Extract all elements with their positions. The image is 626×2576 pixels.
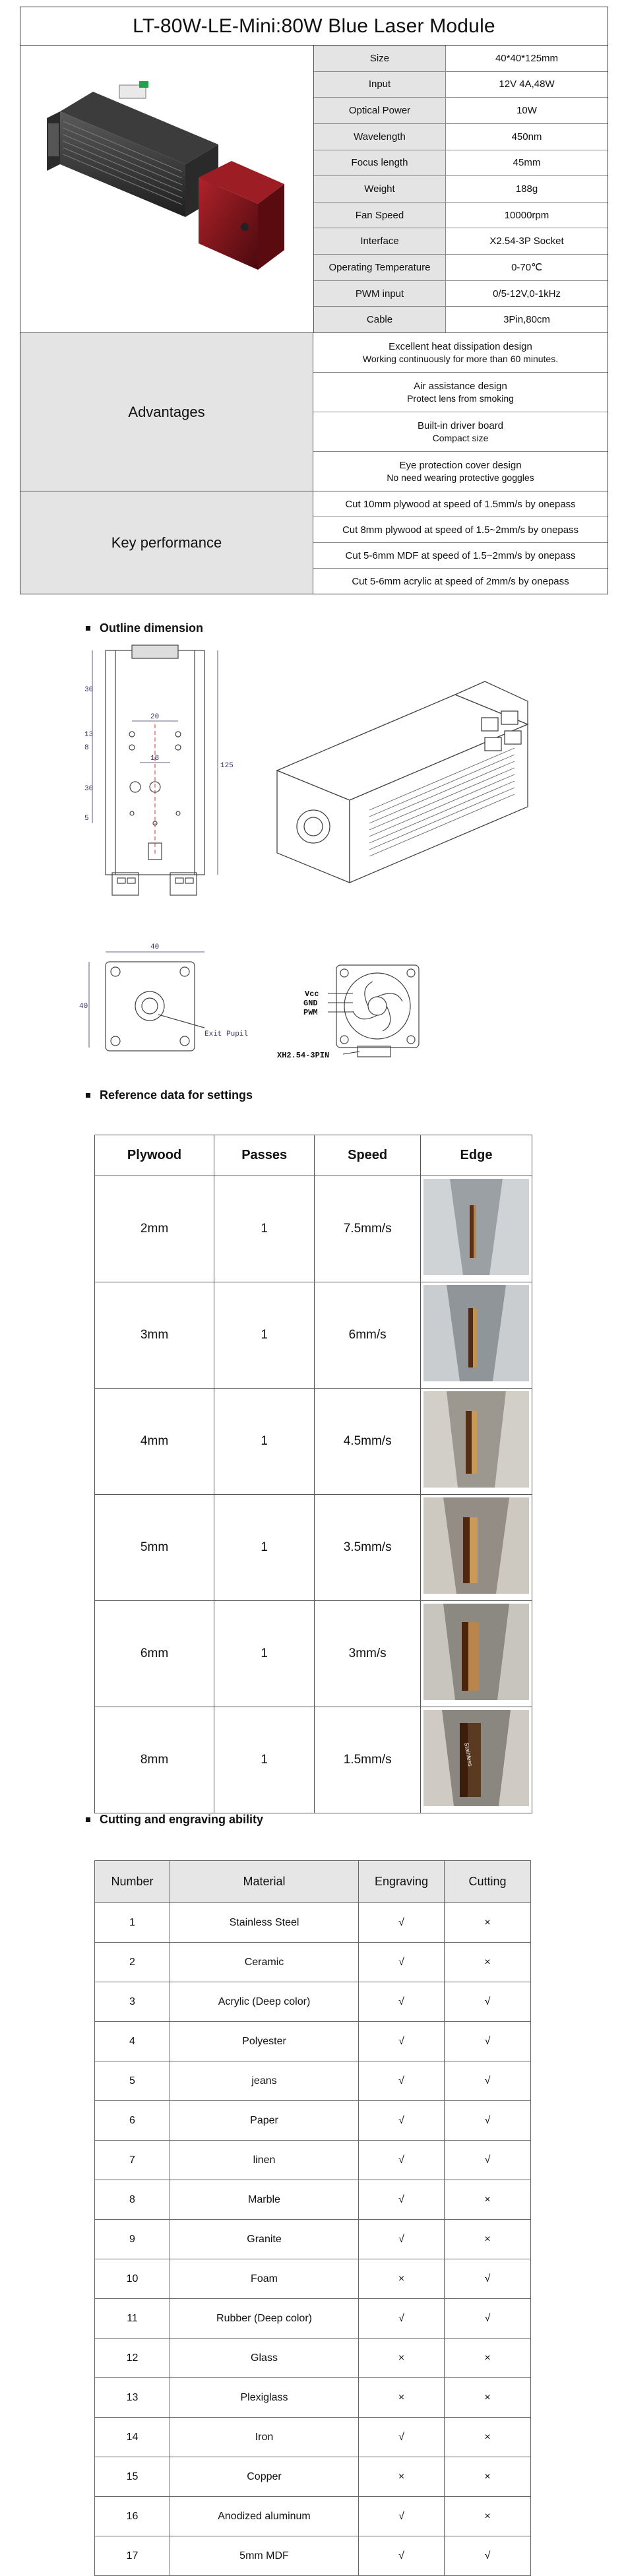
spec-value: 10000rpm [446,203,608,228]
spec-value: 0-70℃ [446,255,608,280]
table-row [95,1495,532,1601]
passes-cell: 1 [214,1601,315,1707]
passes-cell: 1 [214,1495,315,1601]
exit-pupil-label: Exit Pupil [204,1030,249,1038]
settings-col-header: Plywood [95,1135,214,1176]
material-cell: Copper [170,2457,359,2497]
engraving-cell: √ [359,1903,445,1943]
cutting-cell: × [445,2497,531,2536]
material-cell: Polyester [170,2022,359,2061]
material-cell: Acrylic (Deep color) [170,1982,359,2022]
advantage-desc: Compact size [432,433,489,443]
performance-item: Cut 8mm plywood at speed of 1.5~2mm/s by onepass [313,517,608,543]
edge-photo [423,1285,529,1381]
spec-value: 40*40*125mm [446,46,608,71]
material-cell: Stainless Steel [170,1903,359,1943]
bullet-icon [86,1093,90,1098]
spec-key: Operating Temperature [314,255,446,280]
ability-table [94,1860,531,2576]
number-cell: 9 [95,2220,170,2259]
table-row [95,2141,531,2180]
edge-photo-cell [421,1389,532,1495]
cutting-cell: × [445,1903,531,1943]
engraving-cell: √ [359,2418,445,2457]
spec-value: 12V 4A,48W [446,72,608,98]
advantage-title: Air assistance design [414,381,507,392]
table-row [95,2339,531,2378]
spec-value: 3Pin,80cm [446,307,608,332]
number-cell: 7 [95,2141,170,2180]
speed-cell: 7.5mm/s [315,1176,421,1282]
engraving-cell: × [359,2457,445,2497]
number-cell: 8 [95,2180,170,2220]
table-row [95,2101,531,2141]
spec-value: 45mm [446,150,608,176]
number-cell: 11 [95,2299,170,2339]
edge-photo-cell [421,1176,532,1282]
outline-dimension-drawing [0,632,626,1074]
table-row [95,2418,531,2457]
material-cell: Rubber (Deep color) [170,2299,359,2339]
settings-col-header: Passes [214,1135,315,1176]
table-row [95,1982,531,2022]
edge-photo-cell [421,1495,532,1601]
spec-key: Weight [314,176,446,202]
material-cell: 5mm MDF [170,2536,359,2576]
cutting-cell: √ [445,2022,531,2061]
engraving-cell: √ [359,2101,445,2141]
spec-key: Fan Speed [314,203,446,228]
plywood-cell: 5mm [95,1495,214,1601]
laser-module-illustration [20,46,314,333]
table-row [95,2378,531,2418]
dim-40-top: 40 [150,943,160,951]
spec-row [314,176,608,203]
number-cell: 5 [95,2061,170,2101]
cutting-cell: √ [445,2101,531,2141]
settings-col-header: Speed [315,1135,421,1176]
spec-row [314,228,608,255]
pin-pwm-label: PWM [303,1008,318,1017]
speed-cell: 3.5mm/s [315,1495,421,1601]
edge-photo [423,1604,529,1700]
advantage-desc: Working continuously for more than 60 minutes. [362,354,559,364]
spec-key: Optical Power [314,98,446,123]
material-cell: Granite [170,2220,359,2259]
cutting-cell: × [445,2457,531,2497]
bullet-icon [86,1817,90,1822]
speed-cell: 1.5mm/s [315,1707,421,1813]
number-cell: 6 [95,2101,170,2141]
material-cell: Plexiglass [170,2378,359,2418]
spec-row [314,150,608,177]
page-title: LT-80W-LE-Mini:80W Blue Laser Module [20,7,608,45]
passes-cell: 1 [214,1389,315,1495]
ability-header-row [95,1861,531,1903]
engraving-cell: √ [359,1982,445,2022]
performance-item: Cut 5-6mm acrylic at speed of 2mm/s by onepass [352,575,569,587]
spec-sheet [20,45,608,594]
table-row [95,2022,531,2061]
spec-row [314,203,608,229]
pin-vcc-label: Vcc [305,990,319,999]
cutting-cell: √ [445,2259,531,2299]
table-row [95,1943,531,1982]
spec-row [314,255,608,281]
number-cell: 15 [95,2457,170,2497]
material-cell: Foam [170,2259,359,2299]
plywood-cell: 3mm [95,1282,214,1389]
engraving-cell: √ [359,2022,445,2061]
spec-row [314,46,608,72]
passes-cell: 1 [214,1282,315,1389]
settings-col-header: Edge [421,1135,532,1176]
dim-125: 125 [220,762,234,770]
speed-cell: 4.5mm/s [315,1389,421,1495]
spec-key: PWM input [314,281,446,307]
engraving-cell: √ [359,2180,445,2220]
dim-8: 8 [84,744,89,752]
spec-value: 10W [446,98,608,123]
cutting-cell: × [445,2339,531,2378]
advantage-title: Built-in driver board [417,420,504,431]
material-cell: jeans [170,2061,359,2101]
performance-list [313,491,608,594]
advantage-item [313,452,608,491]
connector-label: XH2.54-3PIN [277,1051,330,1060]
number-cell: 2 [95,1943,170,1982]
table-row [95,2536,531,2576]
speed-cell: 3mm/s [315,1601,421,1707]
spec-value: 0/5-12V,0-1kHz [446,281,608,307]
table-row [95,2457,531,2497]
advantages-list [313,333,608,491]
edge-photo [423,1391,529,1488]
dim-30-top: 30 [84,686,94,694]
advantage-title: Excellent heat dissipation design [389,341,532,352]
cutting-cell: √ [445,2536,531,2576]
number-cell: 14 [95,2418,170,2457]
table-row [95,2259,531,2299]
number-cell: 12 [95,2339,170,2378]
spec-key: Wavelength [314,124,446,150]
settings-header-row [95,1135,532,1176]
advantages-label: Advantages [20,333,313,491]
ability-col-header: Number [95,1861,170,1903]
spec-row [314,98,608,124]
speed-cell: 6mm/s [315,1282,421,1389]
cutting-cell: × [445,2220,531,2259]
outline-drawings [0,632,626,1074]
table-row [95,1903,531,1943]
edge-photo [423,1497,529,1594]
bullet-icon [86,626,90,631]
dim-18: 18 [150,755,160,763]
edge-photo [423,1710,529,1806]
engraving-cell: √ [359,2536,445,2576]
settings-heading-text: Reference data for settings [100,1088,253,1102]
table-row [95,2180,531,2220]
table-row [95,1282,532,1389]
ability-col-header: Cutting [445,1861,531,1903]
spec-row [314,307,608,332]
advantage-desc: No need wearing protective goggles [387,472,534,483]
ability-col-header: Engraving [359,1861,445,1903]
cutting-cell: × [445,2418,531,2457]
performance-item: Cut 10mm plywood at speed of 1.5mm/s by onepass [313,491,608,517]
spec-table [314,46,608,332]
table-row [95,1707,532,1813]
engraving-cell: × [359,2378,445,2418]
engraving-cell: √ [359,2497,445,2536]
plywood-cell: 4mm [95,1389,214,1495]
dim-5: 5 [84,815,89,823]
ability-heading-text: Cutting and engraving ability [100,1813,264,1826]
plywood-cell: 8mm [95,1707,214,1813]
number-cell: 1 [95,1903,170,1943]
spec-key: Input [314,72,446,98]
edge-photo-cell [421,1282,532,1389]
number-cell: 10 [95,2259,170,2299]
material-cell: linen [170,2141,359,2180]
cutting-cell: √ [445,2141,531,2180]
settings-table [94,1135,532,1813]
ability-heading [86,1813,263,1827]
table-row [95,1601,532,1707]
engraving-cell: √ [359,1943,445,1982]
performance-item: Cut 5-6mm MDF at speed of 1.5~2mm/s by onepass [313,543,608,569]
spec-value: X2.54-3P Socket [446,228,608,254]
advantage-title: Eye protection cover design [399,460,522,471]
spec-key: Cable [314,307,446,332]
material-cell: Ceramic [170,1943,359,1982]
outline-heading-text: Outline dimension [100,621,204,635]
number-cell: 17 [95,2536,170,2576]
table-row [95,1176,532,1282]
laser-module-photo [20,46,314,332]
performance-section [20,491,608,594]
advantage-desc: Protect lens from smoking [407,393,514,404]
material-cell: Paper [170,2101,359,2141]
edge-photo-cell [421,1707,532,1813]
engraving-cell: √ [359,2299,445,2339]
dim-40-side: 40 [79,1003,88,1011]
dim-30-mid: 30 [84,785,94,793]
cutting-cell: √ [445,2299,531,2339]
engraving-cell: × [359,2259,445,2299]
engraving-cell: √ [359,2220,445,2259]
stainless-label: Stainless [463,1742,474,1767]
cutting-cell: √ [445,2061,531,2101]
spec-value: 188g [446,176,608,202]
cutting-cell: × [445,2180,531,2220]
spec-key: Focus length [314,150,446,176]
passes-cell: 1 [214,1176,315,1282]
advantage-item [313,333,608,373]
engraving-cell: × [359,2339,445,2378]
plywood-cell: 6mm [95,1601,214,1707]
pin-gnd-label: GND [303,999,318,1008]
cutting-cell: × [445,2378,531,2418]
number-cell: 3 [95,1982,170,2022]
ability-col-header: Material [170,1861,359,1903]
number-cell: 16 [95,2497,170,2536]
material-cell: Marble [170,2180,359,2220]
number-cell: 4 [95,2022,170,2061]
spec-top [20,46,608,333]
cutting-cell: × [445,1943,531,1982]
plywood-cell: 2mm [95,1176,214,1282]
material-cell: Iron [170,2418,359,2457]
advantage-item [313,373,608,412]
advantage-item [313,412,608,452]
material-cell: Glass [170,2339,359,2378]
table-row [95,1389,532,1495]
spec-row [314,124,608,150]
dim-13: 13 [84,731,94,739]
performance-label: Key performance [20,491,313,594]
passes-cell: 1 [214,1707,315,1813]
spec-row [314,281,608,307]
material-cell: Anodized aluminum [170,2497,359,2536]
table-row [95,2299,531,2339]
spec-key: Interface [314,228,446,254]
spec-key: Size [314,46,446,71]
spec-row [314,72,608,98]
dim-20: 20 [150,713,160,721]
table-row [95,2497,531,2536]
edge-photo-cell [421,1601,532,1707]
table-row [95,2220,531,2259]
cutting-cell: √ [445,1982,531,2022]
edge-photo [423,1179,529,1275]
advantages-section [20,333,608,491]
number-cell: 13 [95,2378,170,2418]
spec-value: 450nm [446,124,608,150]
engraving-cell: √ [359,2061,445,2101]
engraving-cell: √ [359,2141,445,2180]
settings-heading [86,1088,253,1102]
table-row [95,2061,531,2101]
